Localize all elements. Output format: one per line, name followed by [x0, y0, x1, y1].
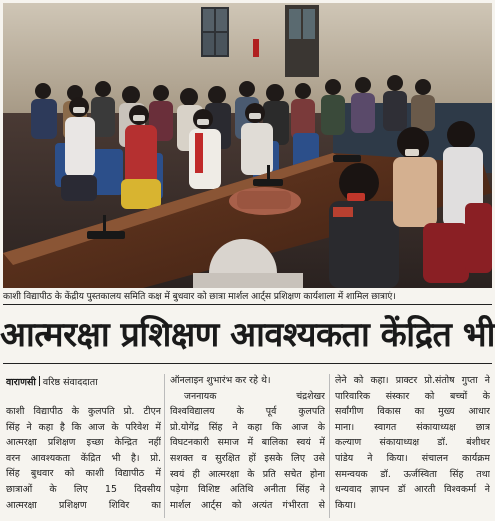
- article-column-1: [6, 404, 161, 519]
- caption-divider: [3, 304, 492, 305]
- col1-line: सिंह ने कहा है कि आज के परिवेश में: [6, 421, 161, 433]
- dateline-separator: [39, 376, 40, 386]
- column-divider: [164, 374, 165, 518]
- col3-line: माना। स्वागत संकायाध्यक्ष छात्र: [335, 421, 490, 433]
- headline-divider: [3, 363, 492, 364]
- col2-line: सशक्त व सुरक्षित हों इसके लिए उसे: [170, 452, 325, 464]
- col2-line: मार्शल आर्ट्स को अत्यंत गंभीरता से: [170, 499, 325, 511]
- col2-line: प्रो.योगेंद्र सिंह ने कहा कि आज के: [170, 421, 325, 433]
- article-column-3: [335, 373, 490, 519]
- dateline-place: वाराणसी: [6, 377, 36, 388]
- col3-line: धन्यवाद ज्ञापन डॉ आरती विश्वकर्मा ने: [335, 484, 490, 496]
- col2-line: जननायक चंद्रशेखर: [184, 390, 325, 402]
- col2-line: पड़ेगा विशिष्ट अतिथि अनीता सिंह ने: [170, 484, 325, 496]
- headline: आत्मरक्षा प्रशिक्षण आवश्यकता केंद्रित भी: [0, 315, 495, 355]
- col1-line: आत्मरक्षा प्रशिक्षण इच्छा केन्द्रित नहीं: [6, 437, 161, 449]
- column-divider: [329, 374, 330, 518]
- photo-caption: काशी विद्यापीठ के केंद्रीय पुस्तकालय समिति कक्ष में बुधवार को छात्रा मार्शल आर्ट्स प्रशिक्षण कार्यशाला में शामिल छात्राएं।: [3, 291, 396, 302]
- dateline-reporter: वरिष्ठ संवाददाता: [42, 377, 98, 388]
- col1-line: काशी विद्यापीठ के कुलपति प्रो. टीएन: [6, 406, 161, 417]
- dateline: [6, 376, 156, 390]
- col3-line: कल्याण संकायाध्यक्ष डॉ. बंशीधर: [335, 437, 490, 449]
- col2-line: ऑनलाइन शुभारंभ कर रहे थे।: [170, 375, 271, 386]
- col2-line: विश्वविद्यालय के पूर्व कुलपति: [170, 406, 325, 418]
- article-column-2: [170, 373, 325, 519]
- col2-line: स्वयं ही आत्मरक्षा के प्रति सचेत होना: [170, 468, 325, 480]
- col3-line: किया।: [335, 499, 357, 511]
- col2-line: विघटनकारी समाज में बालिका स्वयं में: [170, 437, 325, 449]
- col3-line: पांडेय ने किया। संचालन कार्यक्रम: [335, 452, 490, 464]
- col1-line: आत्मरक्षा प्रशिक्षण शिविर का: [6, 499, 161, 511]
- col3-line: सर्वांगीण विकास का मुख्य आधार: [335, 406, 490, 418]
- col1-line: वरन आवश्यकता केंद्रित भी है। प्रो.: [6, 452, 161, 464]
- col3-line: लेने को कहा। प्राक्टर प्रो.संतोष गुप्ता ने: [335, 375, 490, 386]
- article-photo: [3, 3, 492, 288]
- col1-line: सिंह बुधवार को काशी विद्यापीठ में: [6, 468, 161, 480]
- col3-line: समन्वयक डॉ. ऊर्जस्विता सिंह तथा: [335, 468, 490, 480]
- col1-line: छात्राओं के लिए 15 दिवसीय: [6, 483, 161, 495]
- col3-line: पारिवारिक संस्कार को बच्चों के: [335, 390, 490, 402]
